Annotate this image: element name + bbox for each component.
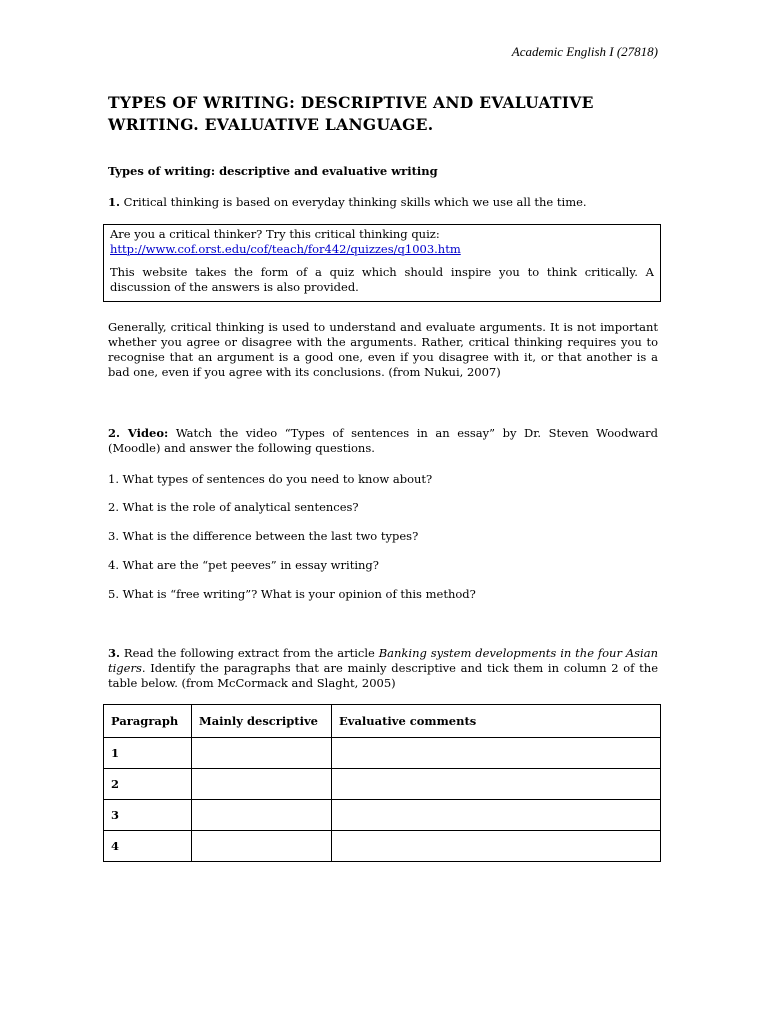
quiz-box-description: This website takes the form of a quiz which should inspire you to think critically. A discussion of the answers is also provided. [110, 265, 654, 294]
quiz-link[interactable]: http://www.cof.orst.edu/cof/teach/for442/quizzes/q1003.htm [110, 242, 461, 256]
question-4: 4. What are the “pet peeves” in essay writing? [108, 558, 379, 572]
descriptive-cell[interactable] [192, 800, 332, 831]
section-1-number: 1. [108, 195, 121, 209]
comments-cell[interactable] [332, 800, 661, 831]
section-3-text-before: Read the following extract from the article [123, 646, 375, 660]
question-1: 1. What types of sentences do you need to know about? [108, 472, 433, 486]
section-3 [108, 646, 658, 691]
row-number: 1 [104, 738, 192, 769]
table-header-row [104, 705, 661, 738]
section-1-text: Critical thinking is based on everyday thinking skills which we use all the time. [123, 195, 587, 209]
section-3-text-after: . Identify the paragraphs that are mainly descriptive and tick them in column 2 of the table below. (from McCormack and Slaght, 2005) [108, 661, 658, 690]
question-3: 3. What is the difference between the last two types? [108, 529, 419, 543]
row-number: 2 [104, 769, 192, 800]
question-5: 5. What is “free writing”? What is your opinion of this method? [108, 587, 476, 601]
header-evaluative-comments: Evaluative comments [332, 705, 661, 738]
table-row [104, 769, 661, 800]
quiz-box-intro: Are you a critical thinker? Try this critical thinking quiz: [110, 227, 440, 241]
header-mainly-descriptive: Mainly descriptive [192, 705, 332, 738]
table-row [104, 831, 661, 862]
section-2 [108, 426, 658, 456]
critical-thinking-paragraph: Generally, critical thinking is used to understand and evaluate arguments. It is not important whether you agree or disagree with the arguments. Rather, critical thinking requires you to recognise that an argument is a good one, even if you disagree with it, or that another is a bad one, even if you agree with its conclusions. (from Nukui, 2007) [108, 320, 658, 379]
quiz-box [103, 224, 661, 302]
comments-cell[interactable] [332, 769, 661, 800]
section-2-text: Watch the video “Types of sentences in an essay” by Dr. Steven Woodward (Moodle) and answer the following questions. [108, 426, 659, 455]
section-2-number: 2. Video: [108, 426, 169, 440]
paragraph-table [103, 704, 661, 862]
section-3-number: 3. [108, 646, 121, 660]
article-title: Banking system developments in the four Asian tigers [108, 646, 658, 675]
comments-cell[interactable] [332, 831, 661, 862]
section-subheading: Types of writing: descriptive and evaluative writing [108, 164, 438, 178]
comments-cell[interactable] [332, 738, 661, 769]
row-number: 3 [104, 800, 192, 831]
table-row [104, 738, 661, 769]
page-title: TYPES OF WRITING: DESCRIPTIVE AND EVALUATIVE WRITING. EVALUATIVE LANGUAGE. [108, 93, 594, 134]
section-1 [108, 195, 658, 210]
descriptive-cell[interactable] [192, 831, 332, 862]
descriptive-cell[interactable] [192, 738, 332, 769]
question-2: 2. What is the role of analytical sentences? [108, 500, 359, 514]
table-row [104, 800, 661, 831]
descriptive-cell[interactable] [192, 769, 332, 800]
course-header: Academic English I (27818) [511, 44, 658, 59]
row-number: 4 [104, 831, 192, 862]
header-paragraph: Paragraph [104, 705, 192, 738]
